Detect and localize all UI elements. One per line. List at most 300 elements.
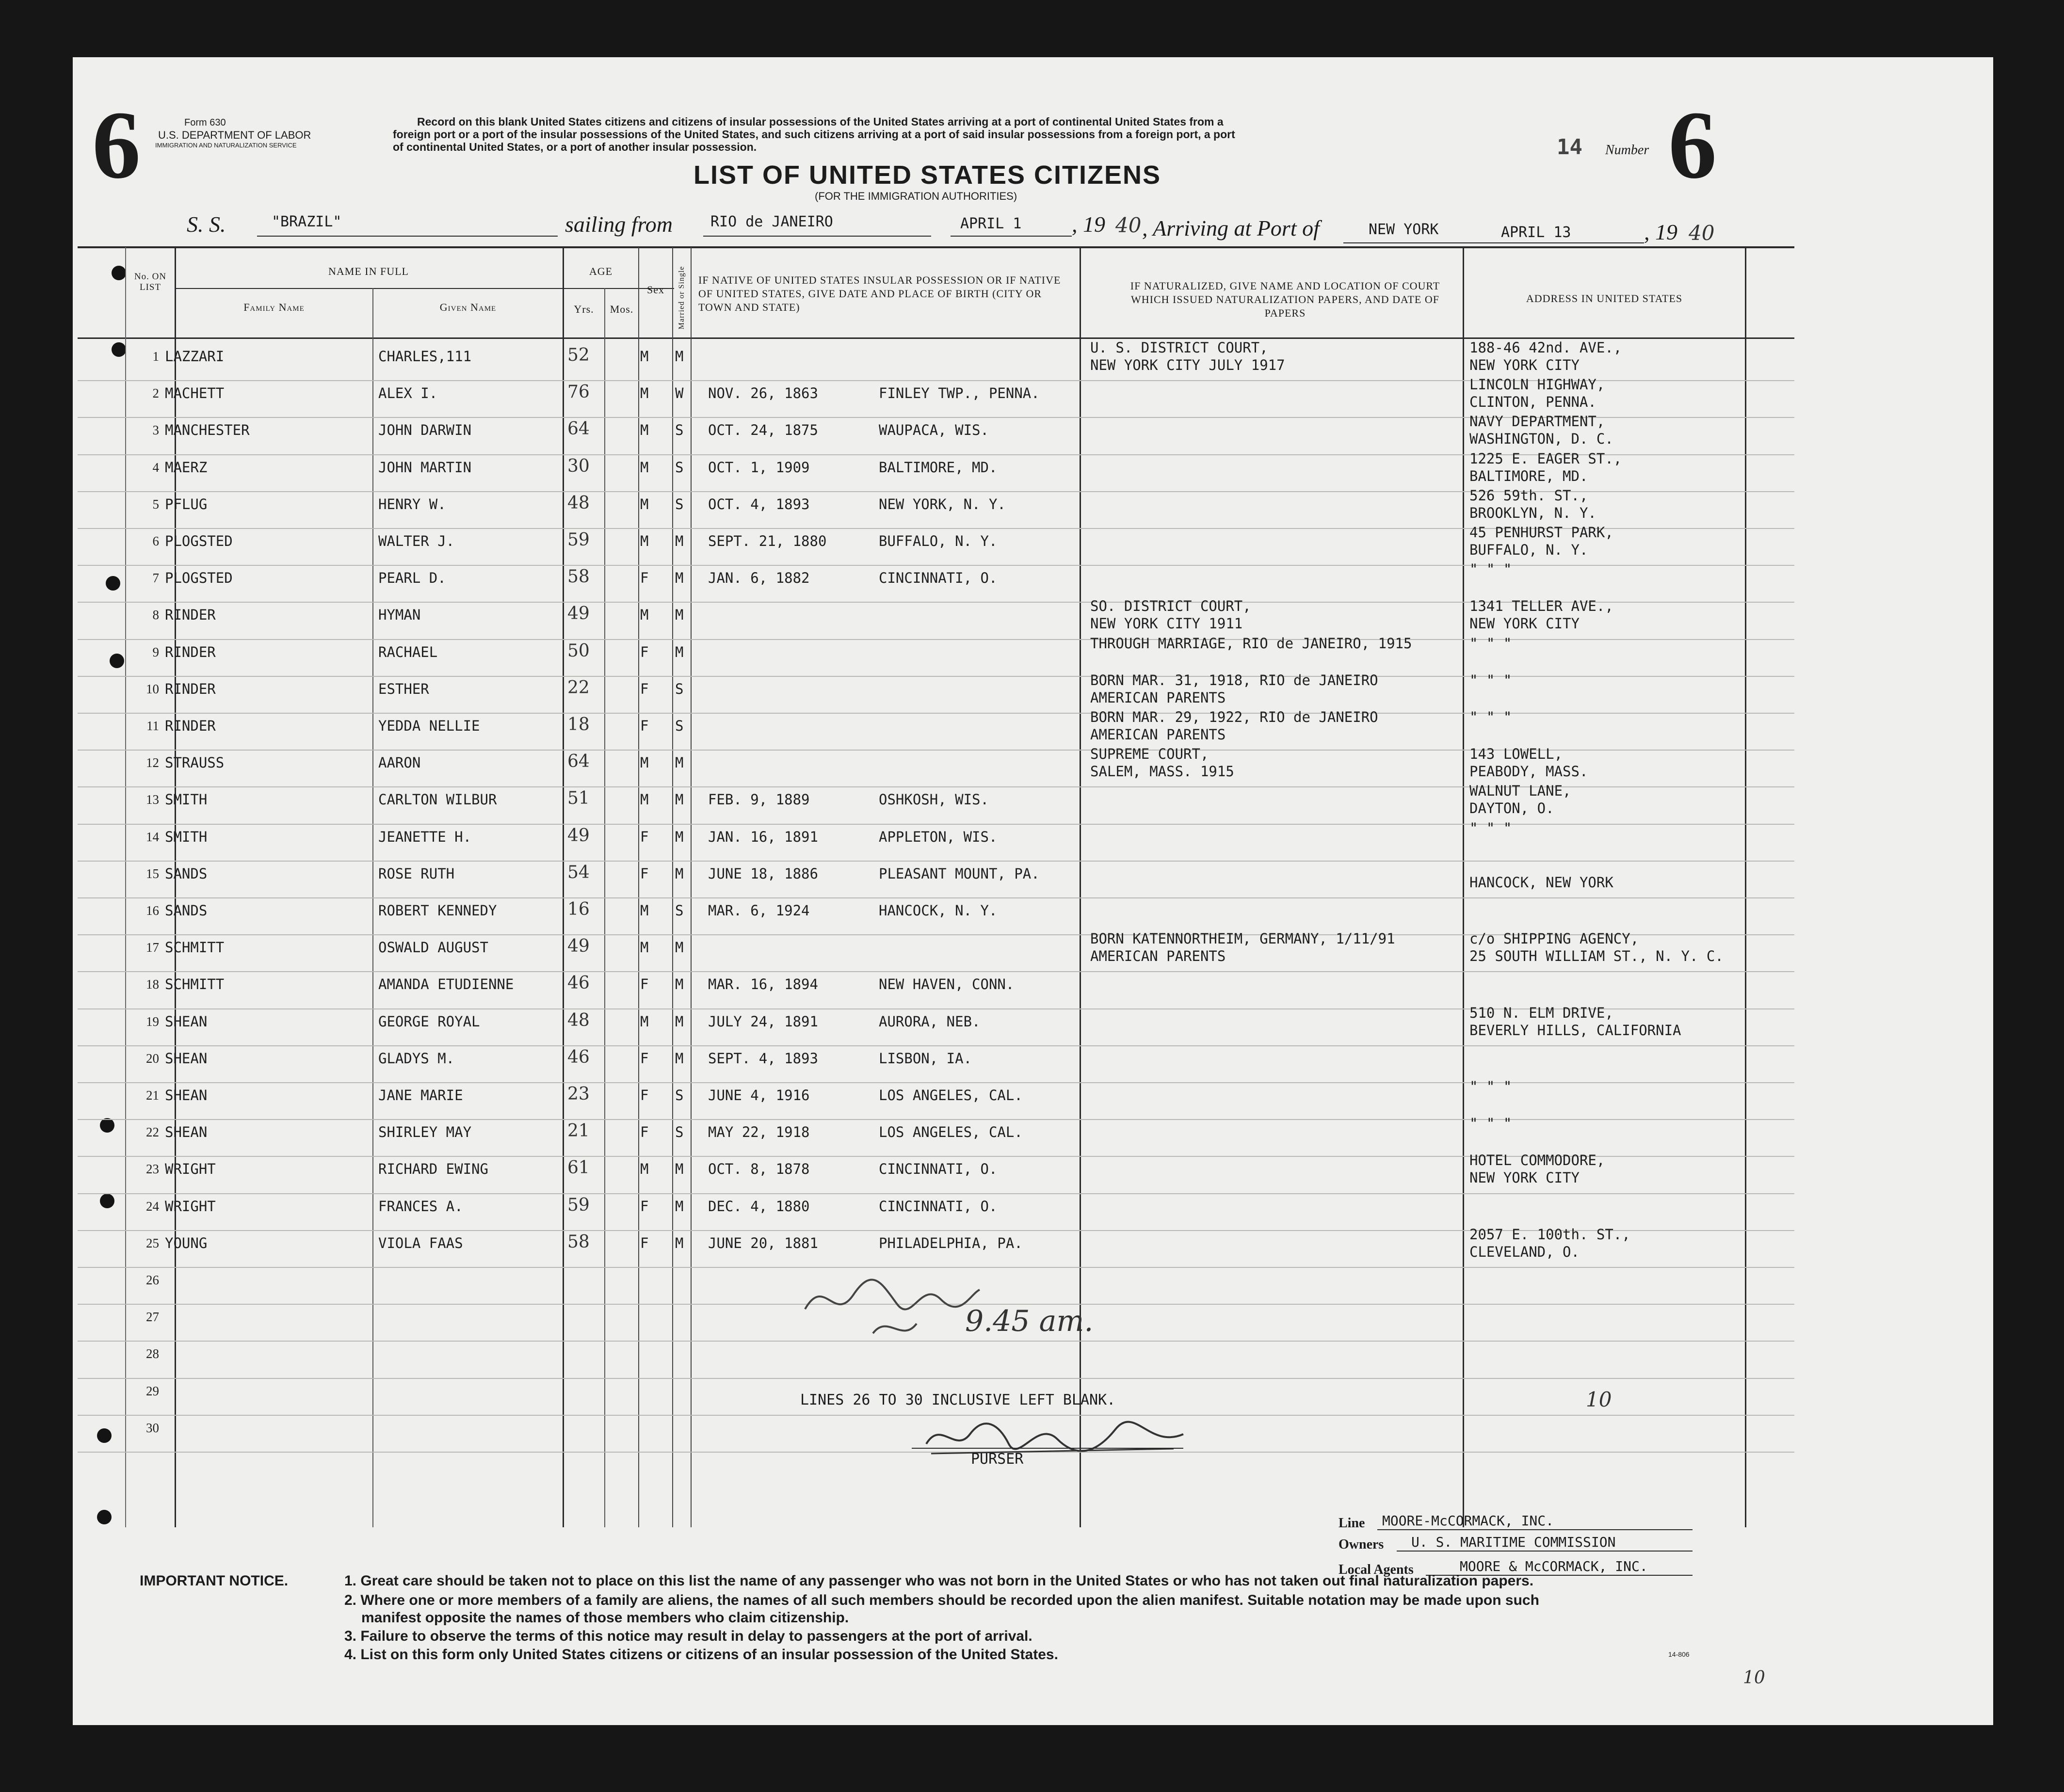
depart-year-prefix: , 19 xyxy=(1072,212,1105,237)
col-rule xyxy=(638,247,639,1527)
underline xyxy=(1343,242,1503,243)
line-label: Line xyxy=(1338,1516,1365,1531)
header-mos: Mos. xyxy=(610,303,634,315)
given-name: ROSE RUTH xyxy=(378,865,455,882)
address-line: " " " xyxy=(1469,819,1512,836)
header-name-in-full: NAME IN FULL xyxy=(328,265,409,277)
age-years: 61 xyxy=(567,1158,590,1178)
col-rule xyxy=(691,247,692,1527)
birth-place: AURORA, NEB. xyxy=(879,1013,981,1030)
header-yrs: Yrs. xyxy=(574,303,594,315)
marital-status: S xyxy=(675,1124,684,1141)
row-number: 2 xyxy=(152,386,159,401)
marital-status: M xyxy=(675,1234,684,1251)
name-header-rule xyxy=(175,288,674,289)
col-rule xyxy=(563,247,564,1527)
service: IMMIGRATION AND NATURALIZATION SERVICE xyxy=(155,142,297,149)
row-number: 24 xyxy=(146,1199,159,1214)
row-rule xyxy=(78,1193,1794,1194)
address-line: BEVERLY HILLS, CALIFORNIA xyxy=(1469,1022,1681,1039)
birth-place: WAUPACA, WIS. xyxy=(879,422,989,439)
birth-date: MAR. 6, 1924 xyxy=(708,902,810,919)
row-number: 5 xyxy=(152,496,159,512)
birth-date: FEB. 9, 1889 xyxy=(708,791,810,808)
sex: M xyxy=(640,496,649,512)
address-line: NEW YORK CITY xyxy=(1469,615,1580,632)
sex: M xyxy=(640,1161,649,1178)
family-name: SMITH xyxy=(165,791,208,808)
marital-status: W xyxy=(675,385,684,402)
given-name: YEDDA NELLIE xyxy=(378,718,480,734)
family-name: WRIGHT xyxy=(165,1198,216,1215)
family-name: STRAUSS xyxy=(165,754,225,771)
sex: M xyxy=(640,754,649,771)
family-name: SMITH xyxy=(165,828,208,845)
address-line: " " " xyxy=(1469,709,1512,725)
address-line: " " " xyxy=(1469,635,1512,652)
sex: F xyxy=(640,1087,649,1104)
address-line: WALNUT LANE, xyxy=(1469,783,1571,800)
given-name: OSWALD AUGUST xyxy=(378,939,488,956)
family-name: MACHETT xyxy=(165,385,225,402)
row-rule xyxy=(78,1045,1794,1046)
row-number: 28 xyxy=(146,1346,159,1361)
birth-date: JULY 24, 1891 xyxy=(708,1013,818,1030)
given-name: VIOLA FAAS xyxy=(378,1234,463,1251)
age-years: 64 xyxy=(567,752,590,772)
punch-hole xyxy=(110,654,124,668)
header-birth: IF NATIVE OF UNITED STATES INSULAR POSSESSION OR IF NATIVE OF UNITED STATES, GIVE DATE AND PLACE OF BIRTH (CITY OR TOWN AND STATE) xyxy=(698,274,1061,313)
col-rule xyxy=(1463,247,1464,1527)
birth-place: CINCINNATI, O. xyxy=(879,1161,998,1178)
purser-label: PURSER xyxy=(971,1451,1024,1468)
header-given-name: Given Name xyxy=(439,301,497,313)
birth-place: LOS ANGELES, CAL. xyxy=(879,1124,1023,1141)
form-code: 14-806 xyxy=(1668,1650,1690,1658)
marital-status: M xyxy=(675,533,684,549)
row-number: 30 xyxy=(146,1420,159,1435)
marital-status: S xyxy=(675,422,684,439)
family-name: SCHMITT xyxy=(165,939,225,956)
number-label: Number xyxy=(1605,143,1649,158)
address-line: BALTIMORE, MD. xyxy=(1469,467,1588,484)
address-line: BUFFALO, N. Y. xyxy=(1469,542,1588,558)
age-years: 30 xyxy=(567,456,590,476)
row-number: 16 xyxy=(146,903,159,918)
header-family-name: Family Name xyxy=(243,301,305,313)
ss-label: S. S. xyxy=(187,212,226,237)
given-name: JEANETTE H. xyxy=(378,828,472,845)
row-rule xyxy=(78,676,1794,677)
birth-date: DEC. 4, 1880 xyxy=(708,1198,810,1215)
row-number: 12 xyxy=(146,755,159,770)
birth-place: CINCINNATI, O. xyxy=(879,570,998,587)
naturalization-line: SUPREME COURT, xyxy=(1090,746,1209,763)
sex: M xyxy=(640,459,649,476)
form-number: Form 630 xyxy=(184,117,226,128)
row-number: 22 xyxy=(146,1125,159,1140)
marital-status: M xyxy=(675,1198,684,1215)
address-line: " " " xyxy=(1469,1078,1512,1095)
address-line: WASHINGTON, D. C. xyxy=(1469,431,1613,448)
row-number: 20 xyxy=(146,1051,159,1066)
birth-date: OCT. 1, 1909 xyxy=(708,459,810,476)
table-top-rule xyxy=(78,246,1794,248)
address-line: c/o SHIPPING AGENCY, xyxy=(1469,930,1639,947)
notice-item-3: 3. Failure to observe the terms of this notice may result in delay to passengers at the port of arrival. xyxy=(344,1628,1032,1644)
given-name: HENRY W. xyxy=(378,496,446,512)
sex: M xyxy=(640,902,649,919)
birth-place: LOS ANGELES, CAL. xyxy=(879,1087,1023,1104)
underline xyxy=(1397,1551,1693,1552)
birth-date: JAN. 6, 1882 xyxy=(708,570,810,587)
age-years: 49 xyxy=(567,936,590,957)
sex: F xyxy=(640,570,649,587)
handwritten-time: 9.45 am. xyxy=(965,1304,1094,1338)
given-name: JANE MARIE xyxy=(378,1087,463,1104)
address-line: 1341 TELLER AVE., xyxy=(1469,598,1613,615)
underline xyxy=(703,236,931,237)
from-port: RIO de JANEIRO xyxy=(710,213,833,230)
family-name: PFLUG xyxy=(165,496,208,512)
row-rule xyxy=(78,639,1794,640)
sex: F xyxy=(640,1124,649,1141)
page-number-right: 6 xyxy=(1668,92,1717,199)
address-line: LINCOLN HIGHWAY, xyxy=(1469,376,1605,393)
row-rule xyxy=(78,1378,1794,1379)
underline xyxy=(1377,1529,1693,1530)
row-number: 14 xyxy=(146,829,159,844)
naturalization-line: BORN MAR. 31, 1918, RIO de JANEIRO xyxy=(1090,672,1378,688)
age-years: 52 xyxy=(567,345,590,365)
naturalization-line: NEW YORK CITY JULY 1917 xyxy=(1090,357,1285,373)
underline xyxy=(1503,242,1644,243)
purser-signature-drawing xyxy=(921,1415,1193,1463)
depart-year: 40 xyxy=(1115,213,1142,237)
family-name: PLOGSTED xyxy=(165,533,233,549)
row-number: 17 xyxy=(146,940,159,955)
table-header-rule xyxy=(78,337,1794,339)
form-title: LIST OF UNITED STATES CITIZENS xyxy=(693,160,1161,190)
row-number: 26 xyxy=(146,1273,159,1287)
marital-status: M xyxy=(675,865,684,882)
col-rule xyxy=(125,247,126,1527)
list-number-stamp: 14 xyxy=(1557,135,1582,160)
punch-hole xyxy=(112,342,126,357)
marital-status: M xyxy=(675,570,684,587)
row-rule xyxy=(78,565,1794,566)
naturalization-line: AMERICAN PARENTS xyxy=(1090,689,1226,706)
notice-label: IMPORTANT NOTICE. xyxy=(140,1573,289,1589)
birth-date: OCT. 8, 1878 xyxy=(708,1161,810,1178)
birth-date: NOV. 26, 1863 xyxy=(708,385,818,402)
address-line: " " " xyxy=(1469,672,1512,688)
family-name: MAERZ xyxy=(165,459,208,476)
age-years: 76 xyxy=(567,382,590,402)
age-years: 59 xyxy=(567,530,590,550)
row-number: 15 xyxy=(146,866,159,881)
arrival-year-prefix: , 19 xyxy=(1644,220,1677,244)
family-name: SCHMITT xyxy=(165,976,225,993)
birth-place: PHILADELPHIA, PA. xyxy=(879,1234,1023,1251)
underline xyxy=(257,236,558,237)
birth-place: LISBON, IA. xyxy=(879,1050,972,1067)
header-address: ADDRESS IN UNITED STATES xyxy=(1526,292,1683,304)
row-number: 7 xyxy=(152,571,159,586)
age-years: 22 xyxy=(567,677,590,698)
naturalization-line: AMERICAN PARENTS xyxy=(1090,726,1226,743)
birth-place: HANCOCK, N. Y. xyxy=(879,902,998,919)
age-years: 59 xyxy=(567,1195,590,1215)
given-name: AARON xyxy=(378,754,421,771)
sex: M xyxy=(640,1013,649,1030)
address-line: BROOKLYN, N. Y. xyxy=(1469,504,1596,521)
col-rule xyxy=(672,247,673,1527)
marital-status: M xyxy=(675,939,684,956)
address-line: NEW YORK CITY xyxy=(1469,1169,1580,1186)
family-name: RINDER xyxy=(165,718,216,734)
sex: F xyxy=(640,976,649,993)
given-name: ROBERT KENNEDY xyxy=(378,902,497,919)
notice-item-2: 2. Where one or more members of a family are aliens, the names of all such members should be recorded upon the alien manifest. Suitable notation may be made upon such xyxy=(344,1592,1539,1608)
row-rule xyxy=(78,713,1794,714)
age-years: 46 xyxy=(567,1047,590,1067)
sex: F xyxy=(640,1234,649,1251)
marital-status: S xyxy=(675,1087,684,1104)
punch-hole xyxy=(112,266,126,280)
family-name: MANCHESTER xyxy=(165,422,250,439)
address-line: 45 PENHURST PARK, xyxy=(1469,524,1613,541)
notice-item-4: 4. List on this form only United States citizens or citizens of an insular possession of the United States. xyxy=(344,1647,1058,1663)
naturalization-line: SO. DISTRICT COURT, xyxy=(1090,598,1251,615)
naturalization-line: THROUGH MARRIAGE, RIO de JANEIRO, 1915 xyxy=(1090,635,1412,652)
notice-item-2-cont: manifest opposite the names of those members who claim citizenship. xyxy=(361,1610,849,1626)
given-name: JOHN DARWIN xyxy=(378,422,472,439)
address-line: PEABODY, MASS. xyxy=(1469,763,1588,780)
agents-label: Local Agents xyxy=(1338,1562,1414,1577)
family-name: WRIGHT xyxy=(165,1161,216,1178)
family-name: PLOGSTED xyxy=(165,570,233,587)
header-naturalized: IF NATURALIZED, GIVE NAME AND LOCATION OF COURT WHICH ISSUED NATURALIZATION PAPERS, AND DATE OF PAPERS xyxy=(1130,280,1440,319)
sex: F xyxy=(640,680,649,697)
age-years: 49 xyxy=(567,604,590,624)
family-name: LAZZARI xyxy=(165,348,225,365)
marital-status: M xyxy=(675,643,684,660)
row-number: 13 xyxy=(146,792,159,807)
given-name: GLADYS M. xyxy=(378,1050,455,1067)
age-years: 50 xyxy=(567,640,590,661)
naturalization-line: NEW YORK CITY 1911 xyxy=(1090,615,1243,632)
age-years: 51 xyxy=(567,788,590,809)
birth-date: MAR. 16, 1894 xyxy=(708,976,818,993)
instruction-line-2: foreign port or a port of the insular possessions of the United States, and such citizens arriving at a port of said insular possessions from a foreign port, a port xyxy=(393,128,1235,141)
given-name: ESTHER xyxy=(378,680,429,697)
given-name: JOHN MARTIN xyxy=(378,459,472,476)
family-name: SHEAN xyxy=(165,1087,208,1104)
address-line: 188-46 42nd. AVE., xyxy=(1469,339,1622,356)
row-number: 29 xyxy=(146,1383,159,1398)
row-number: 9 xyxy=(152,644,159,659)
owners-label: Owners xyxy=(1338,1537,1384,1552)
marital-status: S xyxy=(675,718,684,734)
sex: M xyxy=(640,422,649,439)
family-name: SANDS xyxy=(165,902,208,919)
given-name: SHIRLEY MAY xyxy=(378,1124,472,1141)
instruction-line-1: Record on this blank United States citizens and citizens of insular possessions of the United States arriving at a port of continental United States from a xyxy=(417,115,1224,128)
address-line: 1225 E. EAGER ST., xyxy=(1469,450,1622,467)
age-years: 23 xyxy=(567,1084,590,1104)
birth-place: OSHKOSH, WIS. xyxy=(879,791,989,808)
address-line: CLINTON, PENNA. xyxy=(1469,394,1596,411)
family-name: SHEAN xyxy=(165,1013,208,1030)
naturalization-line: BORN KATENNORTHEIM, GERMANY, 1/11/91 xyxy=(1090,930,1395,947)
sex: M xyxy=(640,791,649,808)
age-years: 58 xyxy=(567,567,590,587)
age-years: 54 xyxy=(567,862,590,882)
row-number: 8 xyxy=(152,608,159,623)
marital-status: M xyxy=(675,1050,684,1067)
birth-date: OCT. 4, 1893 xyxy=(708,496,810,512)
birth-date: JUNE 20, 1881 xyxy=(708,1234,818,1251)
sex: F xyxy=(640,828,649,845)
birth-date: JUNE 18, 1886 xyxy=(708,865,818,882)
age-years: 21 xyxy=(567,1121,590,1141)
address-line: CLEVELAND, O. xyxy=(1469,1243,1580,1260)
marital-status: M xyxy=(675,791,684,808)
punch-hole xyxy=(97,1428,112,1443)
depart-date: APRIL 1 xyxy=(960,215,1022,232)
department: U.S. DEPARTMENT OF LABOR xyxy=(158,129,311,141)
row-number: 27 xyxy=(146,1310,159,1325)
row-number: 1 xyxy=(152,349,159,364)
header-age: AGE xyxy=(589,265,613,277)
row-number: 4 xyxy=(152,460,159,475)
header-married: Married or Single xyxy=(677,266,686,330)
address-line: HOTEL COMMODORE, xyxy=(1469,1152,1605,1169)
family-name: YOUNG xyxy=(165,1234,208,1251)
row-number: 18 xyxy=(146,977,159,992)
punch-hole xyxy=(100,1194,114,1208)
given-name: CHARLES,111 xyxy=(378,348,472,365)
naturalization-line: BORN MAR. 29, 1922, RIO de JANEIRO xyxy=(1090,709,1378,725)
family-name: SANDS xyxy=(165,865,208,882)
sex: M xyxy=(640,533,649,549)
row-number: 3 xyxy=(152,423,159,438)
purser-line xyxy=(912,1448,1183,1449)
row-number: 23 xyxy=(146,1162,159,1177)
birth-date: JAN. 16, 1891 xyxy=(708,828,818,845)
arrival-year: 40 xyxy=(1689,221,1715,245)
row-number: 21 xyxy=(146,1088,159,1103)
sex: M xyxy=(640,348,649,365)
given-name: GEORGE ROYAL xyxy=(378,1013,480,1030)
sex: M xyxy=(640,385,649,402)
sex: M xyxy=(640,607,649,624)
age-years: 48 xyxy=(567,1010,590,1030)
sex: F xyxy=(640,643,649,660)
birth-place: BUFFALO, N. Y. xyxy=(879,533,998,549)
given-name: HYMAN xyxy=(378,607,421,624)
punch-hole xyxy=(106,576,120,591)
given-name: FRANCES A. xyxy=(378,1198,463,1215)
marital-status: S xyxy=(675,496,684,512)
arrival-port: NEW YORK xyxy=(1369,221,1439,238)
birth-date: OCT. 24, 1875 xyxy=(708,422,818,439)
row-rule xyxy=(78,861,1794,862)
underline xyxy=(951,236,1072,237)
row-rule xyxy=(78,1119,1794,1120)
marital-status: M xyxy=(675,1013,684,1030)
birth-place: NEW HAVEN, CONN. xyxy=(879,976,1015,993)
age-years: 18 xyxy=(567,715,590,735)
address-line: 2057 E. 100th. ST., xyxy=(1469,1226,1630,1243)
sailing-label: sailing from xyxy=(565,212,673,237)
naturalization-line: U. S. DISTRICT COURT, xyxy=(1090,339,1268,356)
marital-status: M xyxy=(675,754,684,771)
birth-place: FINLEY TWP., PENNA. xyxy=(879,385,1040,402)
row-rule xyxy=(78,1082,1794,1083)
col-rule xyxy=(175,247,176,1527)
blank-lines-note: LINES 26 TO 30 INCLUSIVE LEFT BLANK. xyxy=(800,1392,1116,1408)
age-years: 49 xyxy=(567,825,590,846)
marital-status: S xyxy=(675,902,684,919)
given-name: RACHAEL xyxy=(378,643,438,660)
page-number-left: 6 xyxy=(92,92,141,199)
age-years: 48 xyxy=(567,493,590,513)
given-name: RICHARD EWING xyxy=(378,1161,488,1178)
birth-place: NEW YORK, N. Y. xyxy=(879,496,1006,512)
sex: M xyxy=(640,939,649,956)
arrival-date: APRIL 13 xyxy=(1501,224,1571,241)
marital-status: M xyxy=(675,1161,684,1178)
given-name: ALEX I. xyxy=(378,385,438,402)
row-number: 11 xyxy=(146,719,159,733)
punch-hole xyxy=(97,1510,112,1524)
marital-status: S xyxy=(675,459,684,476)
row-number: 10 xyxy=(146,681,159,696)
header-no: No. ON LIST xyxy=(134,272,167,292)
birth-place: CINCINNATI, O. xyxy=(879,1198,998,1215)
birth-place: APPLETON, WIS. xyxy=(879,828,998,845)
purser-signature xyxy=(921,1415,1193,1471)
address-line: DAYTON, O. xyxy=(1469,800,1554,817)
address-line: NAVY DEPARTMENT, xyxy=(1469,413,1605,430)
naturalization-line: SALEM, MASS. 1915 xyxy=(1090,763,1234,780)
address-line: 510 N. ELM DRIVE, xyxy=(1469,1004,1613,1021)
birth-place: BALTIMORE, MD. xyxy=(879,459,998,476)
instruction-line-3: of continental United States, or a port of another insular possession. xyxy=(393,141,757,153)
given-name: CARLTON WILBUR xyxy=(378,791,497,808)
naturalization-line: AMERICAN PARENTS xyxy=(1090,948,1226,965)
birth-date: JUNE 4, 1916 xyxy=(708,1087,810,1104)
marital-status: M xyxy=(675,976,684,993)
col-rule xyxy=(1745,247,1746,1527)
given-name: PEARL D. xyxy=(378,570,446,587)
family-name: SHEAN xyxy=(165,1050,208,1067)
notice-item-1: 1. Great care should be taken not to place on this list the name of any passenger who was not born in the United States or who has not taken out final naturalization papers. xyxy=(344,1573,1534,1589)
line-value: MOORE-McCORMACK, INC. xyxy=(1382,1513,1554,1529)
handwritten-count: 10 xyxy=(1586,1388,1612,1411)
address-line: NEW YORK CITY xyxy=(1469,357,1580,373)
row-number: 25 xyxy=(146,1235,159,1250)
given-name: AMANDA ETUDIENNE xyxy=(378,976,514,993)
corner-count: 10 xyxy=(1743,1668,1765,1688)
arriving-label: , Arriving at Port of xyxy=(1142,216,1320,240)
address-line: HANCOCK, NEW YORK xyxy=(1469,874,1613,891)
ship-name: "BRAZIL" xyxy=(272,213,342,230)
family-name: RINDER xyxy=(165,607,216,624)
sex: F xyxy=(640,1198,649,1215)
